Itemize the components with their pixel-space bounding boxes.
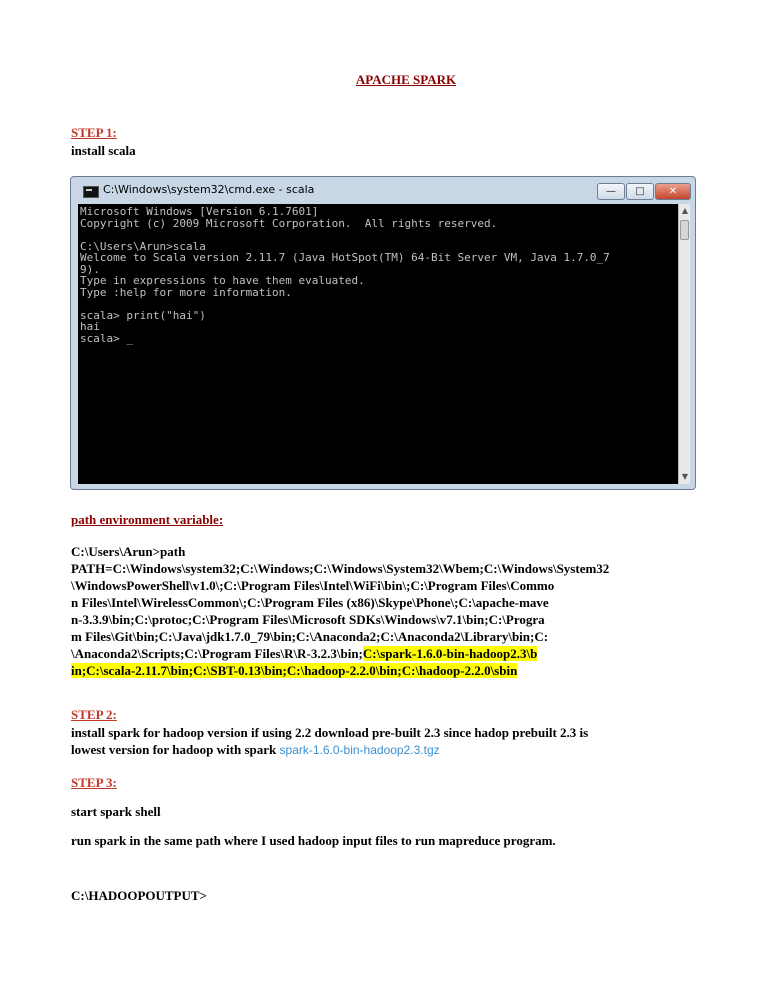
step2-text: install spark for hadoop version if using 2.2 download pre-built 2.3 since hadop prebuilt 2.3 is	[71, 725, 589, 740]
console-line	[80, 298, 678, 310]
path-highlight: in;C:\scala-2.11.7\bin;C:\SBT-0.13\bin;C:\hadoop-2.2.0\bin;C:\hadoop-2.2.0\sbin	[71, 663, 518, 678]
footer-path: C:\HADOOPOUTPUT>	[71, 888, 207, 903]
path-line-plain: \Anaconda2\Scripts;C:\Program Files\R\R-3.2.3\bin;	[71, 646, 363, 661]
console-line: 9).	[80, 262, 100, 276]
console-line: Microsoft Windows [Version 6.1.7601]	[80, 205, 319, 218]
step2-text-cont: lowest version for hadoop with spark	[71, 742, 277, 757]
path-line: n Files\Intel\WirelessCommon\;C:\Program Files (x86)\Skype\Phone\;C:\apache-mave	[71, 595, 549, 610]
console-line: Type :help for more information.	[80, 285, 292, 299]
console-line: Type in expressions to have them evaluated.	[80, 274, 365, 287]
step1-label: STEP 1:	[71, 125, 117, 140]
maximize-button[interactable]: □	[626, 183, 654, 200]
path-line: PATH=C:\Windows\system32;C:\Windows;C:\Windows\System32\Wbem;C:\Windows\System32	[71, 561, 610, 576]
cmd-app-icon	[83, 186, 99, 198]
cmd-window-title: C:\Windows\system32\cmd.exe - scala	[103, 183, 315, 196]
console-line: Copyright (c) 2009 Microsoft Corporation. All rights reserved.	[80, 216, 498, 230]
path-line	[71, 645, 609, 662]
path-line	[71, 662, 609, 679]
path-line: n-3.3.9\bin;C:\protoc;C:\Program Files\Microsoft SDKs\Windows\v7.1\bin;C:\Progra	[71, 612, 545, 627]
cmd-window	[70, 176, 696, 490]
path-output	[71, 543, 609, 679]
step3-label: STEP 3:	[71, 775, 117, 790]
console-output[interactable]	[78, 204, 678, 484]
console-line: Welcome to Scala version 2.11.7 (Java HotSpot(TM) 64-Bit Server VM, Java 1.7.0_7	[80, 251, 610, 264]
path-line: m Files\Git\bin;C:\Java\jdk1.7.0_79\bin;C:\Anaconda2;C:\Anaconda2\Library\bin;C:	[71, 629, 549, 644]
cmd-titlebar	[71, 177, 695, 203]
scroll-down-icon[interactable]: ▼	[681, 472, 689, 481]
scroll-up-icon[interactable]: ▲	[681, 206, 689, 215]
document-title: APACHE SPARK	[355, 72, 457, 87]
scrollbar-thumb[interactable]	[680, 220, 689, 240]
path-heading: path environment variable:	[71, 512, 224, 527]
console-line: scala> _	[80, 331, 133, 345]
minimize-button[interactable]: —	[597, 183, 625, 200]
console-scrollbar[interactable]	[678, 204, 690, 484]
console-line: C:\Users\Arun>scala	[80, 239, 206, 253]
step2-label: STEP 2:	[71, 707, 117, 722]
spark-download-link[interactable]: spark-1.6.0-bin-hadoop2.3.tgz	[279, 743, 440, 757]
path-highlight: C:\spark-1.6.0-bin-hadoop2.3\b	[362, 646, 538, 661]
console-line: scala> print("hai")	[80, 308, 206, 322]
step2-text-line2	[71, 741, 440, 759]
step3-text: start spark shell	[71, 804, 161, 819]
console-line	[80, 229, 678, 241]
close-button[interactable]: ✕	[655, 183, 691, 200]
console-line: hai	[80, 320, 100, 333]
step3-text-line2: run spark in the same path where I used hadoop input files to run mapreduce program.	[71, 833, 556, 848]
path-line: \WindowsPowerShell\v1.0\;C:\Program Files\Intel\WiFi\bin\;C:\Program Files\Commo	[71, 578, 555, 593]
path-line: C:\Users\Arun>path	[71, 544, 186, 559]
step1-text: install scala	[71, 143, 136, 158]
